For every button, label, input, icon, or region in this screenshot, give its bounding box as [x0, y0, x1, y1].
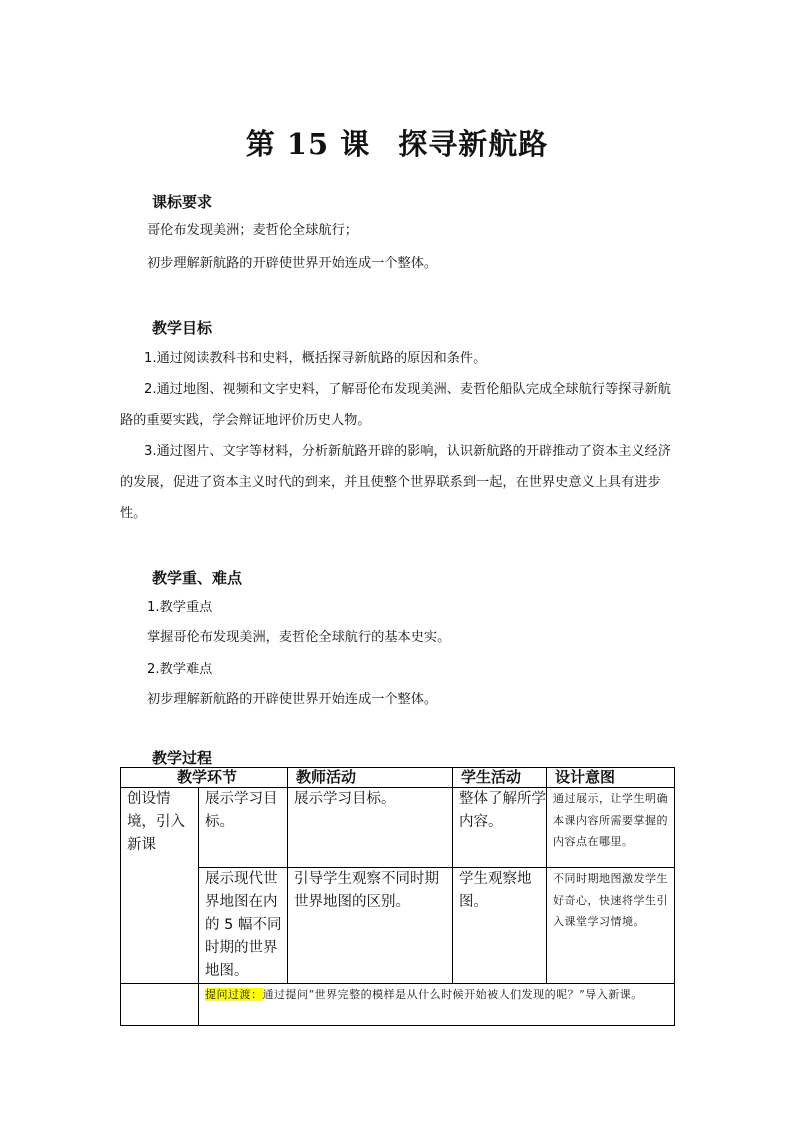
teacher-cell: 引导学生观察不同时期世界地图的区别。 [288, 868, 453, 984]
teacher-cell: 展示学习目标。 [288, 788, 453, 868]
step-cell: 展示现代世界地图在内的 5 幅不同时期的世界地图。 [199, 868, 288, 984]
student-cell: 学生观察地图。 [453, 868, 547, 984]
column-header: 教学环节 [121, 768, 288, 788]
student-cell: 整体了解所学内容。 [453, 788, 547, 868]
column-header: 学生活动 [453, 768, 547, 788]
goal-item: 3.通过图片、文字等材料，分析新航路开辟的影响，认识新航路的开辟推动了资本主义经济的发展，促进了资本主义时代的到来，并且使整个世界联系到一起，在世界史意义上具有进步性。 [120, 444, 671, 521]
stage-cell: 创设情境，引入新课 [121, 788, 199, 984]
difficulty-text: 初步理解新航路的开辟使世界开始连成一个整体。 [147, 692, 438, 707]
curriculum-line: 初步理解新航路的开辟使世界开始连成一个整体。 [147, 256, 438, 271]
table-row [121, 788, 675, 868]
column-header: 设计意图 [547, 768, 675, 788]
curriculum-line: 哥伦布发现美洲；麦哲伦全球航行； [147, 223, 358, 238]
step-cell: 展示学习目标。 [199, 788, 288, 868]
lesson-name: 探寻新航路 [398, 127, 549, 161]
goal-item: 2.通过地图、视频和文字史料，了解哥伦布发现美洲、麦哲伦船队完成全球航行等探寻新航路的重要实践，学会辩证地评价历史人物。 [120, 382, 671, 428]
transition-cell [199, 984, 675, 1026]
intent-cell: 通过展示，让学生明确本课内容所需要掌握的内容点在哪里。 [547, 788, 675, 868]
difficulty-label: 2.教学难点 [147, 662, 213, 677]
goals-heading: 教学目标 [152, 319, 213, 337]
column-header: 教师活动 [288, 768, 453, 788]
transition-text: 通过提问“世界完整的模样是从什么时候开始被人们发现的呢？”导入新课。 [262, 988, 643, 1001]
table-row [121, 984, 675, 1026]
page-title [0, 122, 794, 163]
keypoints-heading: 教学重、难点 [152, 569, 243, 587]
empty-cell [121, 984, 199, 1026]
goal-item: 1.通过阅读教科书和史料，概括探寻新航路的原因和条件。 [144, 351, 487, 366]
lesson-number: 第 15 课 [245, 127, 371, 161]
transition-label: 提问过渡： [205, 988, 263, 1001]
process-table [120, 767, 675, 1026]
curriculum-heading: 课标要求 [152, 193, 213, 211]
table-row [121, 868, 675, 984]
table-header-row [121, 768, 675, 788]
key-text: 掌握哥伦布发现美洲，麦哲伦全球航行的基本史实。 [147, 630, 451, 645]
intent-cell: 不同时期地图激发学生好奇心，快速将学生引入课堂学习情境。 [547, 868, 675, 984]
key-label: 1.教学重点 [147, 600, 213, 615]
process-heading: 教学过程 [152, 749, 213, 767]
